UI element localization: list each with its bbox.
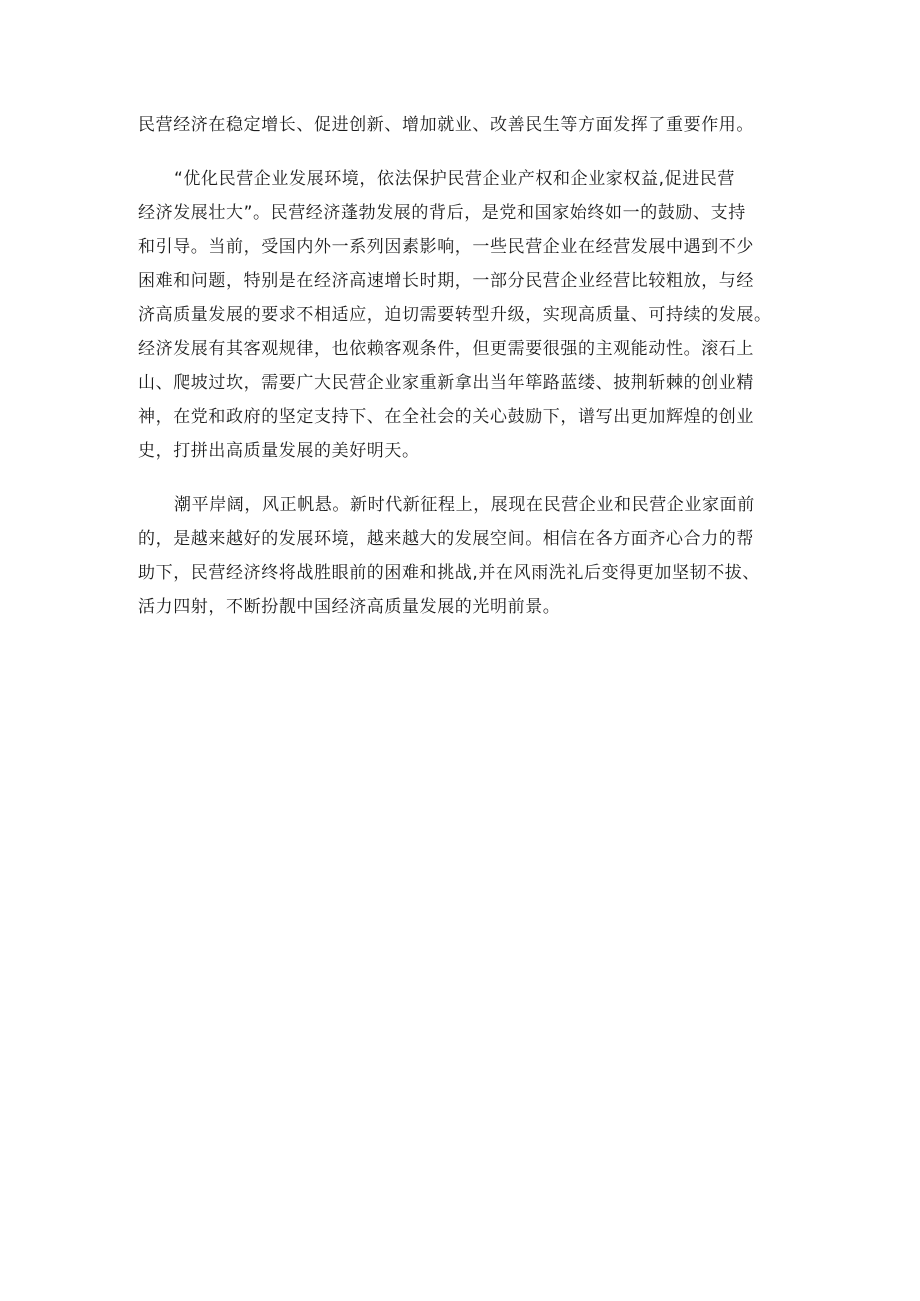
paragraph-line: 的，是越来越好的发展环境，越来越大的发展空间。相信在各方面齐心合力的帮	[138, 529, 754, 549]
paragraph-line: 济高质量发展的要求不相适应，迫切需要转型升级，实现高质量、可持续的发展。	[138, 305, 772, 325]
paragraph-line: 和引导。当前，受国内外一系列因素影响，一些民营企业在经营发展中遇到不少	[138, 237, 754, 257]
paragraph-2	[138, 162, 788, 468]
paragraph-line: 活力四射，不断扮靓中国经济高质量发展的光明前景。	[138, 597, 561, 617]
paragraph-line: “优化民营企业发展环境，依法保护民营企业产权和企业家权益,促进民营	[174, 169, 736, 189]
paragraph-line: 经济发展有其客观规律，也依赖客观条件，但更需要很强的主观能动性。滚石上	[138, 339, 754, 359]
paragraph-3	[138, 488, 788, 624]
paragraph-line: 史，打拼出高质量发展的美好明天。	[138, 441, 420, 461]
paragraph-gap	[138, 468, 788, 488]
paragraph-line: 经济发展壮大”。民营经济蓬勃发展的背后，是党和国家始终如一的鼓励、支持	[138, 203, 746, 223]
paragraph-line: 困难和问题，特别是在经济高速增长时期，一部分民营企业经营比较粗放，与经	[138, 271, 754, 291]
paragraph-line: 助下，民营经济终将战胜眼前的困难和挑战,并在风雨洗礼后变得更加坚韧不拔、	[138, 563, 761, 583]
paragraph-line: 神，在党和政府的坚定支持下、在全社会的关心鼓励下，谱写出更加辉煌的创业	[138, 407, 754, 427]
paragraph-line: 民营经济在稳定增长、促进创新、增加就业、改善民生等方面发挥了重要作用。	[138, 115, 754, 135]
document-body	[138, 108, 788, 624]
paragraph-gap	[138, 142, 788, 162]
paragraph-1	[138, 108, 788, 142]
paragraph-line: 潮平岸阔，风正帆悬。新时代新征程上，展现在民营企业和民营企业家面前	[174, 495, 755, 515]
paragraph-line: 山、爬坡过坎，需要广大民营企业家重新拿出当年筚路蓝缕、披荆斩棘的创业精	[138, 373, 754, 393]
